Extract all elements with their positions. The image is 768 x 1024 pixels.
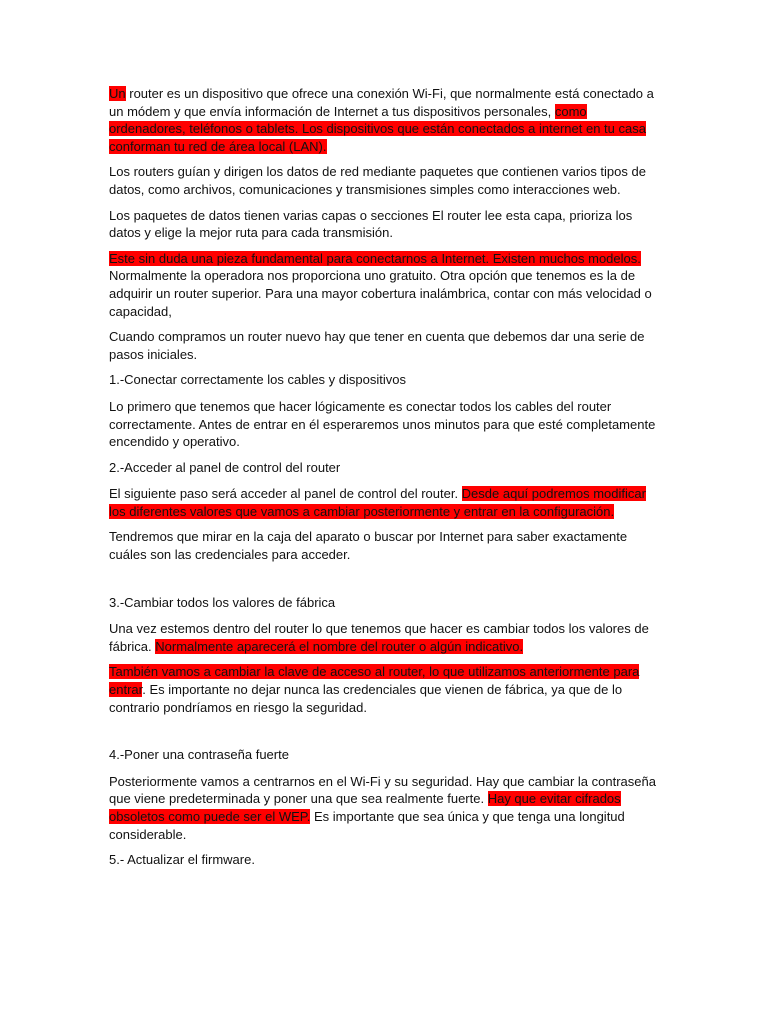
text-run: Cuando compramos un router nuevo hay que tener en cuenta que debemos dar una serie de pasos iniciales. xyxy=(109,329,645,362)
text-run: Es importante que sea única y que tenga una longitud considerable. xyxy=(109,809,625,842)
text-run: Normalmente la operadora nos proporciona uno gratuito. Otra opción que tenemos es la de adquirir un router superior. Para una mayor cobertura inalámbrica, contar con más velocidad o capacidad, xyxy=(109,268,652,319)
body-paragraph xyxy=(109,485,661,520)
text-run: 1.-Conectar correctamente los cables y dispositivos xyxy=(109,372,406,388)
text-run: Lo primero que tenemos que hacer lógicamente es conectar todos los cables del router correctamente. Antes de entrar en él esperaremos unos minutos para que esté completamente encendido y operativo. xyxy=(109,398,656,450)
highlighted-text: Un xyxy=(109,86,126,101)
highlighted-text: Este sin duda una pieza fundamental para conectarnos a Internet. Existen muchos modelos. xyxy=(109,250,641,266)
text-run: Posteriormente vamos a centrarnos en el Wi-Fi y su seguridad. Hay que cambiar la contraseña que viene predeterminada y poner una que sea realmente fuerte. xyxy=(109,773,656,807)
document-body xyxy=(109,85,661,877)
highlighted-text: Hay que evitar cifrados obsoletos como puede ser el WEP. xyxy=(109,791,621,824)
body-paragraph xyxy=(109,85,661,155)
body-paragraph xyxy=(109,250,661,320)
body-paragraph xyxy=(109,620,661,655)
section-heading xyxy=(109,371,661,389)
text-run: El siguiente paso será acceder al panel de control del router. xyxy=(109,486,462,502)
body-paragraph xyxy=(109,398,661,451)
body-paragraph xyxy=(109,528,661,563)
body-paragraph xyxy=(109,773,661,843)
highlighted-text: Normalmente aparecerá el nombre del router o algún indicativo. xyxy=(155,638,524,654)
section-heading xyxy=(109,746,661,764)
text-run: . Es importante no dejar nunca las credenciales que vienen de fábrica, ya que de lo contrario pondríamos en riesgo la seguridad. xyxy=(109,682,623,715)
body-paragraph xyxy=(109,328,661,363)
body-paragraph xyxy=(109,663,661,716)
body-paragraph xyxy=(109,207,661,242)
highlighted-text: También vamos a cambiar la clave de acceso al router, lo que utilizamos anteriormente para entrar xyxy=(109,664,640,698)
body-paragraph xyxy=(109,163,661,198)
text-run: 5.- Actualizar el firmware. xyxy=(109,852,255,868)
highlighted-text: como ordenadores, teléfonos o tablets. Los dispositivos que están conectados a internet en tu casa conforman tu red de área local (LAN). xyxy=(109,103,646,154)
text-run: router es un dispositivo que ofrece una conexión Wi-Fi, que normalmente está conectado a un módem y que envía información de Internet a tus dispositivos personales, xyxy=(109,86,654,119)
highlighted-text: Desde aquí podremos modificar los diferentes valores que vamos a cambiar posteriormente y entrar en la configuración. xyxy=(109,486,646,519)
section-heading xyxy=(109,459,661,477)
text-run: Los routers guían y dirigen los datos de red mediante paquetes que contienen varios tipos de datos, como archivos, comunicaciones y transmisiones simples como interacciones web. xyxy=(109,164,646,197)
section-heading xyxy=(109,594,661,612)
text-run: 3.-Cambiar todos los valores de fábrica xyxy=(109,594,336,610)
text-run: 2.-Acceder al panel de control del router xyxy=(109,459,341,475)
text-run: Los paquetes de datos tienen varias capas o secciones El router lee esta capa, prioriza los datos y elige la mejor ruta para cada transmisión. xyxy=(109,207,633,241)
text-run: Una vez estemos dentro del router lo que tenemos que hacer es cambiar todos los valores de fábrica. xyxy=(109,621,649,654)
text-run: Tendremos que mirar en la caja del aparato o buscar por Internet para saber exactamente cuáles son las credenciales para acceder. xyxy=(109,529,628,563)
body-paragraph xyxy=(109,851,661,869)
text-run: 4.-Poner una contraseña fuerte xyxy=(109,747,289,763)
